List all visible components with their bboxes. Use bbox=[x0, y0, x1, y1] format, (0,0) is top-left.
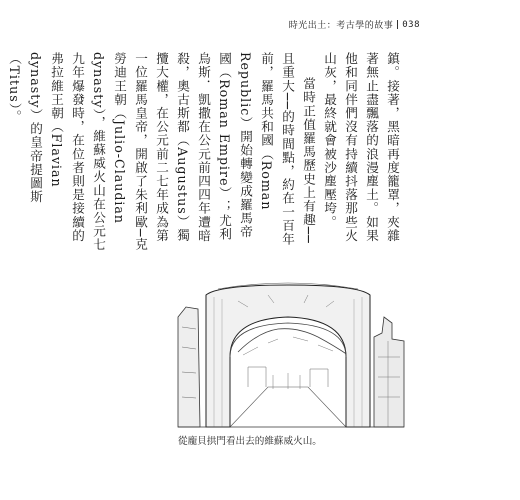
header-divider bbox=[397, 20, 398, 29]
book-title: 時光出土：考古學的故事 bbox=[288, 21, 394, 31]
pompeii-arch-illustration bbox=[178, 277, 404, 427]
paragraph-continuation: 鎮。接著，黑暗再度籠罩，夾雜著無止盡飄落的浪漫塵土。如果他和同伴們沒有持續抖落那些火山灰，最終就會被沙塵壓垮。 bbox=[322, 52, 400, 243]
paragraph-history: 當時正值羅馬歷史上有趣──且重大──的時間點，約在一百年前，羅馬共和國（Roman Republic）開始轉變成羅馬帝國（Roman Empire）；尤利烏斯．凱撒在公元前四四年遭暗殺，奧古斯都（Augustus）獨攬大權，在公元前二七年成為第一位羅馬皇帝，開啟了朱利歐─克勞迪王朝（Julio-Claudian dynasty），維蘇威火山在公元七九年爆發時，在位者則是接續的弗拉維王朝（Flavian dynasty）的皇帝提圖斯（Titus）。 bbox=[7, 52, 316, 252]
running-header bbox=[289, 18, 420, 31]
page-number: 038 bbox=[402, 19, 420, 30]
figure-caption: 從龐貝拱門看出去的維蘇威火山。 bbox=[178, 436, 322, 447]
vertical-body-text bbox=[7, 52, 403, 252]
